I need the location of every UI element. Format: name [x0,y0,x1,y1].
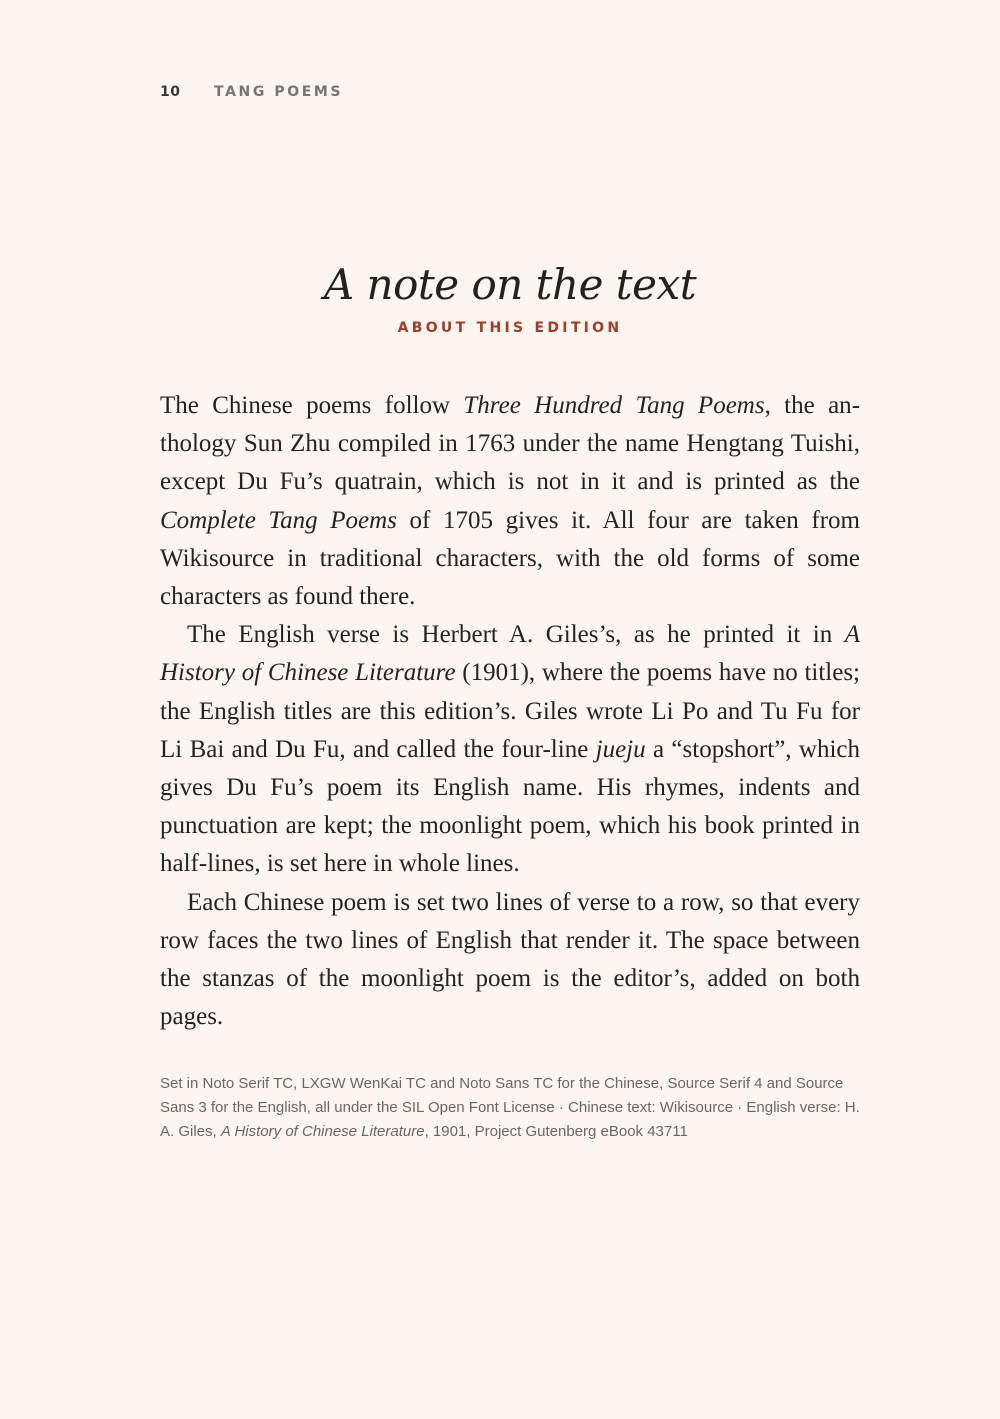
running-title: TANG POEMS [214,84,344,100]
book-title-three-hundred-tang-poems: Three Hundred Tang Poems [463,392,765,419]
colophon-text-c: , 1901, Project Gutenberg eBook 43711 [424,1123,688,1140]
book-title-history-of-chinese-literature: A History of Chinese Literature [160,621,860,687]
paragraph-1-text-c: , the anthology Sun Zhu compiled in 1763 under the name Hengtang Tuishi, except Du Fu’s quatrain, which is not in it and is printed as the [160,392,861,496]
paragraph-2-text-a: The English verse is Herbert A. Giles’s, as he printed it in [187,621,845,649]
paragraph-1-text-e: of 1705 gives it. All four are taken from Wikisource in traditional characters, with the old forms of some characters as found there. [160,506,860,611]
paragraph-1-text-a: The Chinese poems follow [160,392,464,419]
page-title: A note on the text [323,260,697,309]
term-jueju: jueju [595,735,646,763]
body-text [160,387,860,1036]
page-number: 10 [160,84,181,100]
section-heading [160,256,860,338]
book-title-complete-tang-poems: Complete Tang Poems [160,506,397,534]
colophon-book-title: A History of Chinese Literature [220,1123,425,1140]
colophon-text-a: Set in Noto Serif TC, LXGW WenKai TC and Noto Sans TC for the Chinese, Source Serif 4 and Source Sans 3 for the English, all under the SIL Open Font License · Chinese text: Wikisource · English verse: H. A. Giles, [160,1075,860,1140]
running-head [160,82,343,102]
paragraph-1 [160,387,860,616]
colophon [160,1072,860,1144]
paragraph-2-text-e: a “stopshort”, which gives Du Fu’s poem its English name. His rhymes, indents and punctuation are kept; the moonlight poem, which his book printed in half-lines, is set here in whole lines. [160,735,860,878]
page-subtitle: ABOUT THIS EDITION [397,320,623,336]
paragraph-2-text-c: (1901), where the poems have no titles; the English titles are this edition’s. Giles wrote Li Po and Tu Fu for Li Bai and Du Fu, and called the four-line [160,659,860,763]
paragraph-2 [160,616,860,883]
paragraph-3: Each Chinese poem is set two lines of verse to a row, so that every row faces the two lines of English that render it. The space between the stanzas of the moonlight poem is the editor’s, added on both pages. [160,888,860,1031]
